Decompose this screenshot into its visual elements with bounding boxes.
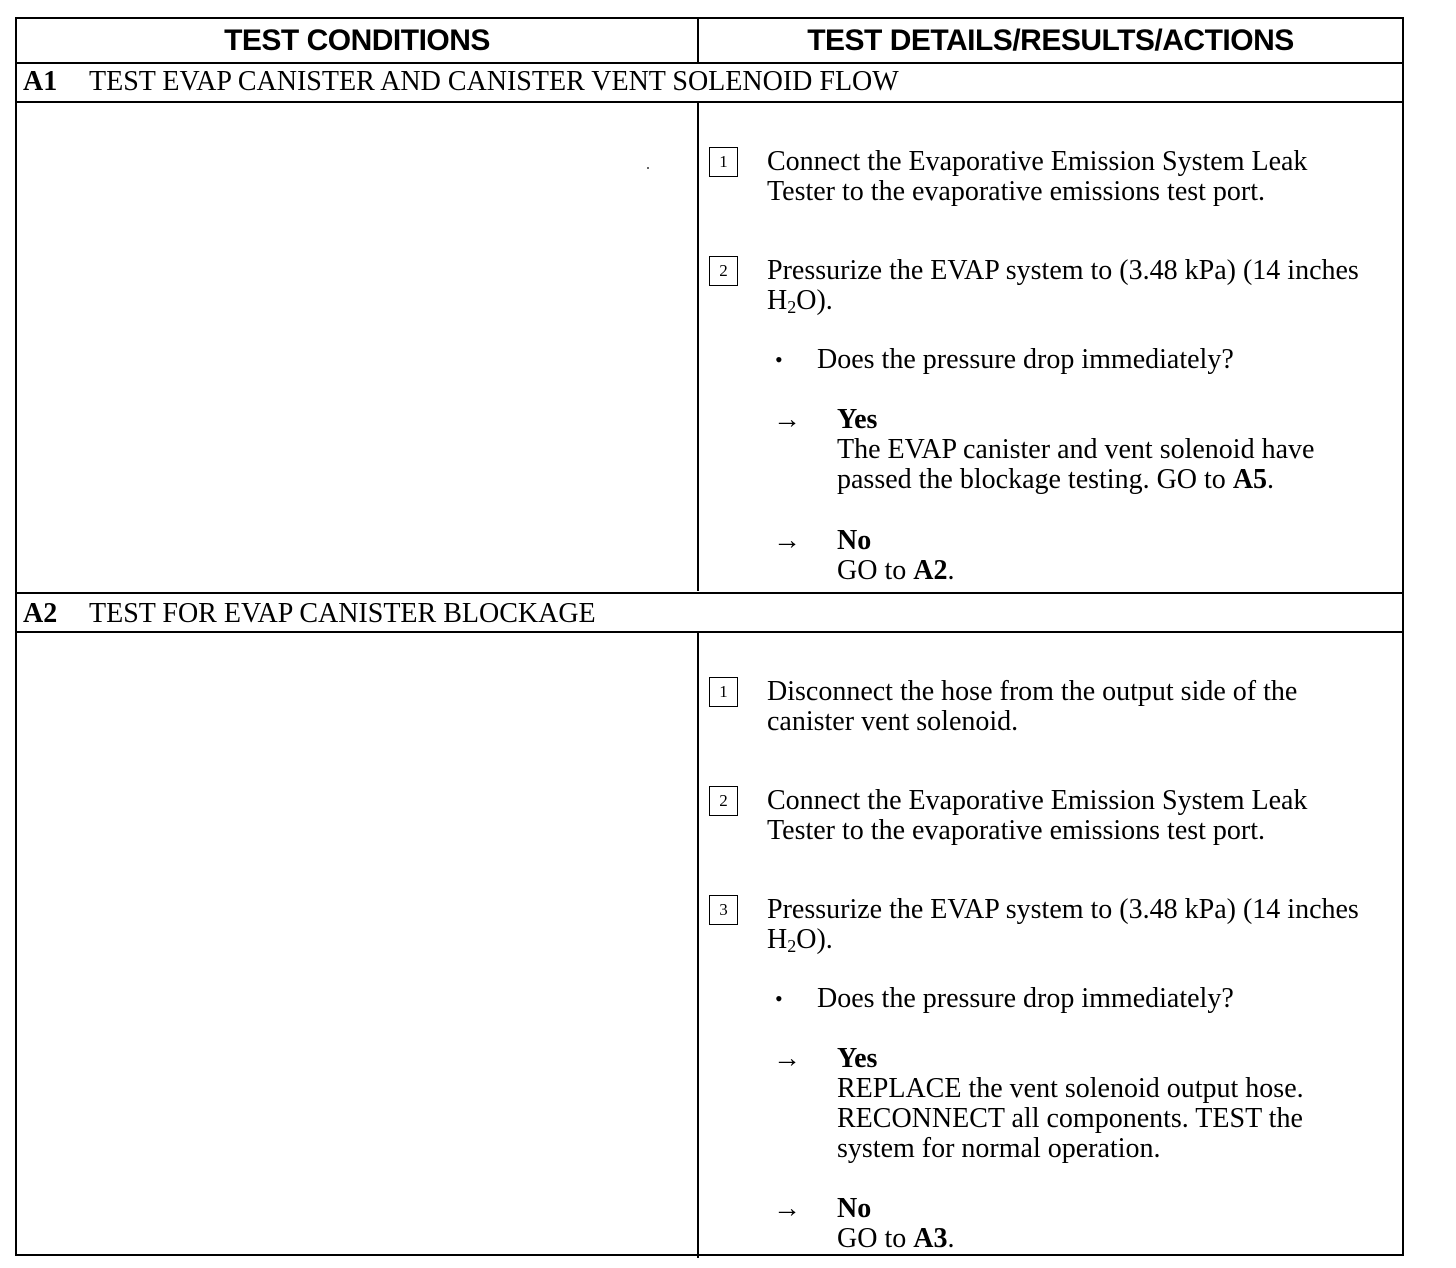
answer-label: No bbox=[837, 1193, 872, 1224]
step-reference: A2 bbox=[913, 555, 948, 586]
step-number-box: 1 bbox=[709, 677, 738, 707]
table-header-row bbox=[17, 19, 1402, 64]
answer-label: Yes bbox=[837, 1043, 878, 1074]
answer-text: GO to bbox=[837, 555, 914, 586]
bullet-icon: • bbox=[775, 986, 783, 1011]
question-text: Does the pressure drop immediately? bbox=[817, 344, 1234, 375]
step-number-box: 2 bbox=[709, 256, 738, 286]
scan-speck bbox=[647, 167, 649, 169]
test-table bbox=[15, 17, 1404, 1256]
column-divider bbox=[697, 19, 699, 62]
answer-label: Yes bbox=[837, 404, 878, 435]
step-text: Pressurize the EVAP system to (3.48 kPa) (14 inches $H_2O$). bbox=[767, 894, 1359, 956]
step-title-a1 bbox=[17, 62, 1402, 103]
step-number-box: 3 bbox=[709, 895, 738, 925]
step-number-box: 1 bbox=[709, 147, 738, 177]
answer-text: The EVAP canister and vent solenoid have passed the blockage testing. GO to bbox=[837, 434, 1315, 495]
step-title-text: TEST FOR EVAP CANISTER BLOCKAGE bbox=[89, 598, 596, 629]
step-reference: A3 bbox=[913, 1223, 948, 1254]
step-text: Connect the Evaporative Emission System Leak Tester to the evaporative emissions test port. bbox=[767, 146, 1308, 207]
step-title-text: TEST EVAP CANISTER AND CANISTER VENT SOLENOID FLOW bbox=[89, 66, 899, 97]
step-text: Disconnect the hose from the output side of the canister vent solenoid. bbox=[767, 676, 1298, 737]
step-text: Pressurize the EVAP system to (3.48 kPa) (14 inches $H_2O$). bbox=[767, 255, 1359, 317]
step-number-box: 2 bbox=[709, 786, 738, 816]
step-reference: A5 bbox=[1232, 464, 1268, 495]
right-arrow-icon: → bbox=[773, 1193, 801, 1224]
bullet-icon: • bbox=[775, 347, 783, 372]
step-title-a2 bbox=[17, 592, 1402, 633]
header-test-details: TEST DETAILS/RESULTS/ACTIONS bbox=[807, 23, 1294, 57]
question-text: Does the pressure drop immediately? bbox=[817, 983, 1234, 1014]
details-cell-a1: 1 Connect the Evaporative Emission System Leak Tester to the evaporative emissions test port. 2 Pressurize the EVAP system to (3.48 kPa) (14 inches $H_2O$). • Does the pressure drop immediately? → Yes The EVAP canister and vent solenoid have passed the blockage testing. GO to A5. → No GO to A2. bbox=[699, 103, 1402, 591]
header-test-conditions: TEST CONDITIONS bbox=[224, 23, 490, 57]
answer-label: No bbox=[837, 525, 872, 556]
right-arrow-icon: → bbox=[773, 1043, 801, 1074]
right-arrow-icon: → bbox=[773, 525, 801, 556]
step-text: Connect the Evaporative Emission System Leak Tester to the evaporative emissions test port. bbox=[767, 785, 1308, 846]
answer-text: REPLACE the vent solenoid output hose. RECONNECT all components. TEST the system for normal operation. bbox=[837, 1073, 1304, 1164]
answer-text: GO to bbox=[837, 1223, 914, 1254]
details-cell-a2: 1 Disconnect the hose from the output side of the canister vent solenoid. 2 Connect the Evaporative Emission System Leak Tester to the evaporative emissions test port. 3 Pressurize the EVAP system to (3.48 kPa) (14 inches $H_2O$). • Does the pressure drop immediately? → Yes REPLACE the vent solenoid output hose. RECONNECT all components. TEST the system for normal operation. → No GO to A3. bbox=[699, 633, 1402, 1256]
right-arrow-icon: → bbox=[773, 404, 801, 435]
step-id: A2 bbox=[23, 598, 58, 629]
step-id: A1 bbox=[23, 66, 58, 97]
